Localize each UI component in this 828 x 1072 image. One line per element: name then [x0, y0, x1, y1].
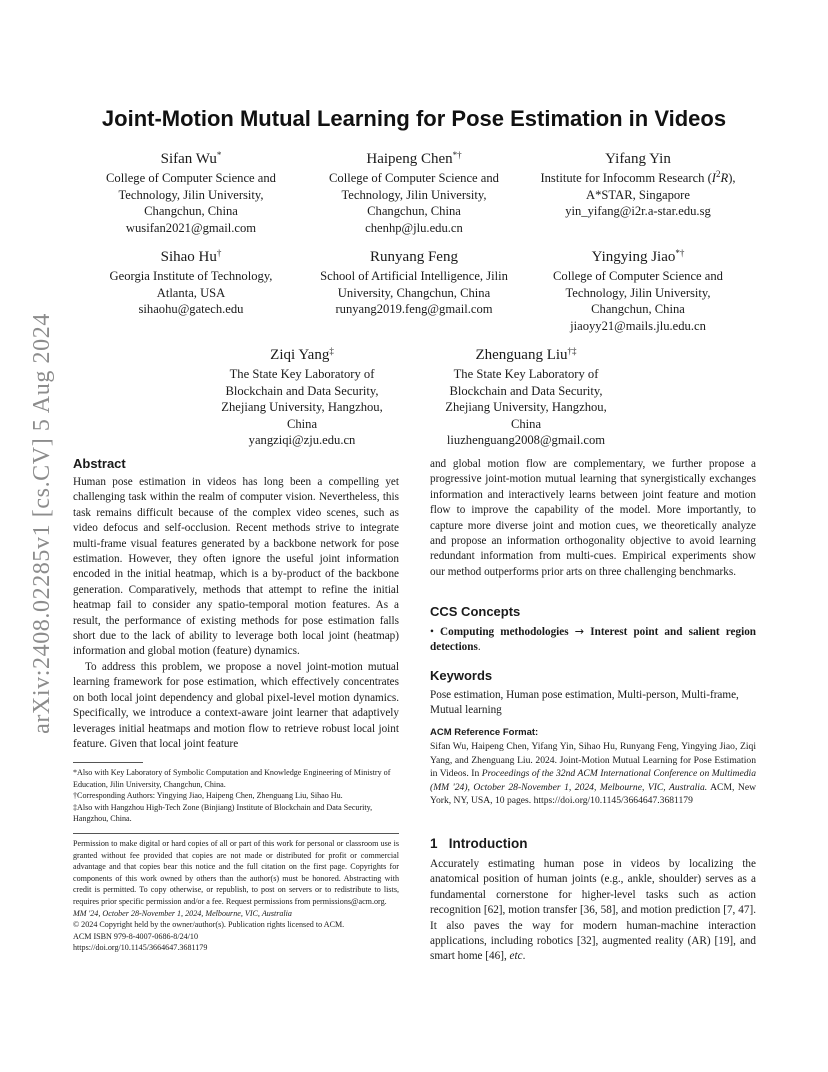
affiliation-line: Zhejiang University, Hangzhou,: [445, 400, 607, 415]
author-name: Ziqi Yang‡: [270, 346, 334, 363]
footnote-rule: [73, 762, 143, 763]
author-block: [78, 248, 304, 318]
author-email: chenhp@jlu.edu.cn: [365, 220, 463, 235]
author-email: runyang2019.feng@gmail.com: [335, 302, 493, 317]
affiliation-line: School of Artificial Intelligence, Jilin: [320, 269, 508, 283]
author-email: yangziqi@zju.edu.cn: [248, 433, 356, 448]
abstract-body: [73, 475, 399, 752]
abstract-heading: Abstract: [73, 456, 126, 471]
author-name: Yingying Jiao*†: [591, 248, 685, 265]
abstract-paragraph: Human pose estimation in videos has long been a compelling yet challenging task within the realm of computer vision. Nevertheless, this task remains difficult because of the complex video scenes, such as video defocus and self-occlusion. Recent methods strive to integrate multi-frame visual features generated by a backbone network for pose estimation. However, they often ignore the useful joint information encoded in the initial heatmap, which is a by-product of the backbone generation. Comparatively, methods that attempt to refine the initial heatmap fail to consider any spatio-temporal motion features. As a result, the performance of existing methods for pose estimation falls short due to the lack of ability to leverage both local joint (heatmap) information and global motion (feature) dynamics.: [73, 476, 399, 658]
author-block: [424, 346, 628, 449]
affiliation-line: Technology, Jilin University,: [118, 187, 264, 202]
author-name: Haipeng Chen*†: [366, 150, 462, 167]
keywords-heading: Keywords: [430, 668, 493, 683]
author-name: Yifang Yin: [605, 151, 671, 167]
affiliation-line: Technology, Jilin University,: [565, 285, 711, 300]
affiliation-line: Georgia Institute of Technology,: [109, 269, 273, 283]
affiliation-line: College of Computer Science and: [106, 171, 276, 185]
footnote: ‡Also with Hangzhou High-Tech Zone (Binjiang) Institute of Blockchain and Data Security, Hangzhou, China.: [73, 802, 373, 824]
affiliation-line: Zhejiang University, Hangzhou,: [221, 400, 383, 415]
author-email: jiaoyy21@mails.jlu.edu.cn: [570, 318, 706, 333]
affiliation-line: Atlanta, USA: [156, 285, 226, 300]
affiliation-line: The State Key Laboratory of: [453, 367, 599, 381]
introduction-body: [430, 857, 756, 965]
author-email: liuzhenguang2008@gmail.com: [446, 433, 606, 448]
affiliation-line: The State Key Laboratory of: [229, 367, 375, 381]
affiliation-line: Blockchain and Data Security,: [449, 383, 603, 398]
intro-paragraph: Accurately estimating human pose in videos by localizing the anatomical position of human joints (e.g., ankle, shoulder) serves as a fundamental cornerstone for higher-level tasks such as action recognition [62], motion transfer [36, 58], and motion prediction [7, 47]. It also paves the way for modern human-machine interaction applications, including robotics [32], augmented reality (AR) [19], and smart home [46], etc.: [430, 858, 756, 963]
author-name: Sifan Wu*: [160, 150, 222, 167]
affiliation-line: A*STAR, Singapore: [586, 187, 690, 202]
abstract-paragraph: and global motion flow are complementary, we further propose a progressive joint-motion mutual learning that synergistically exchanges information and interactively learns between joint feature and motion flow to improve the capability of the model. More importantly, to capture more diverse joint and motion cues, we theoretically analyze and propose an information orthogonality objective to avoid learning redundant information from multi-cues. Empirical experiments show our method outperforms prior arts on three challenging benchmarks.: [430, 458, 756, 578]
author-name: Runyang Feng: [370, 249, 458, 265]
author-block: [78, 150, 304, 236]
keywords-text: Pose estimation, Human pose estimation, Multi-person, Multi-frame, Mutual learning: [430, 689, 739, 717]
permission-block: [73, 838, 399, 954]
author-name: Zhenguang Liu†‡: [475, 346, 577, 363]
arxiv-sidebar: [12, 288, 72, 758]
author-block: [521, 248, 755, 334]
affiliation-line: University, Changchun, China: [337, 285, 491, 300]
abstract-paragraph: To address this problem, we propose a novel joint-motion mutual learning framework for pose estimation, which effectively concentrates on both local joint dependency and global pixel-level motion dynamics. Specifically, we introduce a context-aware joint learner that adaptively leverages initial heatmaps and motion flow to retrieve robust local joint feature. Given that local joint feature: [73, 660, 399, 750]
affiliation-line: College of Computer Science and: [553, 269, 723, 283]
author-block: [521, 150, 755, 220]
author-email: yin_yifang@i2r.a-star.edu.sg: [565, 204, 711, 219]
ccs-item: • Computing methodologies → Interest point and salient region detections.: [430, 625, 757, 654]
affiliation-line: Changchun, China: [591, 302, 685, 317]
doi-link[interactable]: https://doi.org/10.1145/3664647.3681179: [73, 943, 208, 953]
affiliation-line: China: [286, 416, 318, 431]
permission-rule: [73, 833, 399, 834]
copyright-line: © 2024 Copyright held by the owner/author(s). Publication rights licensed to ACM.: [73, 920, 345, 930]
footnote: *Also with Key Laboratory of Symbolic Computation and Knowledge Engineering of Ministry of Education, Jilin University, Changchun, China.: [73, 768, 391, 789]
venue-line: MM '24, October 28-November 1, 2024, Melbourne, VIC, Australia: [73, 908, 292, 918]
author-block: [300, 248, 528, 318]
affiliation-line: Institute for Infocomm Research $(I^2R)$,: [540, 169, 736, 185]
footnotes: [73, 767, 399, 825]
isbn-line: ACM ISBN 979-8-4007-0686-8/24/10: [73, 931, 199, 941]
affiliation-line: Changchun, China: [367, 204, 461, 219]
reference-format: Sifan Wu, Haipeng Chen, Yifang Yin, Sihao Hu, Runyang Feng, Yingying Jiao, Ziqi Yang, and Zhenguang Liu. 2024. Joint-Motion Mutual Learning for Pose Estimation in Videos. In Proceedings of the 32nd ACM International Conference on Multimedia (MM '24), October 28-November 1, 2024, Melbourne, VIC, Australia. ACM, New York, NY, USA, 10 pages. https://doi.org/10.1145/3664647.3681179: [430, 741, 757, 807]
affiliation-line: Changchun, China: [144, 204, 238, 219]
introduction-heading: 1 Introduction: [430, 836, 528, 851]
affiliation-line: China: [510, 416, 542, 431]
author-name: Sihao Hu†: [160, 248, 222, 265]
arrow-icon: →: [574, 625, 585, 638]
author-email: sihaohu@gatech.edu: [138, 302, 244, 317]
permission-text: Permission to make digital or hard copies of all or part of this work for personal or classroom use is granted without fee provided that copies are not made or distributed for profit or commercial advantage and that copies bear this notice and the full citation on the first page. Copyrights for components of this work owned by others than the author(s) must be honored. Abstracting with credit is permitted. To copy otherwise, or republish, to post on servers or to redistribute to lists, requires prior specific permission and/or a fee. Request permissions from permissions@acm.org.: [73, 839, 399, 906]
abstract-continuation: [430, 457, 756, 580]
reference-format-heading: ACM Reference Format:: [430, 727, 539, 738]
ccs-heading: CCS Concepts: [430, 604, 521, 619]
author-email: wusifan2021@gmail.com: [125, 220, 257, 235]
affiliation-line: Technology, Jilin University,: [341, 187, 487, 202]
paper-title: Joint-Motion Mutual Learning for Pose Estimation in Videos: [101, 106, 727, 131]
affiliation-line: College of Computer Science and: [329, 171, 499, 185]
ccs-concepts: [430, 624, 756, 656]
arxiv-id: arXiv:2408.02285v1 [cs.CV] 5 Aug 2024: [28, 312, 55, 734]
affiliation-line: Blockchain and Data Security,: [225, 383, 379, 398]
footnote: †Corresponding Authors: Yingying Jiao, Haipeng Chen, Zhenguang Liu, Sihao Hu.: [73, 791, 343, 801]
author-block: [300, 150, 528, 236]
author-block: [200, 346, 404, 449]
